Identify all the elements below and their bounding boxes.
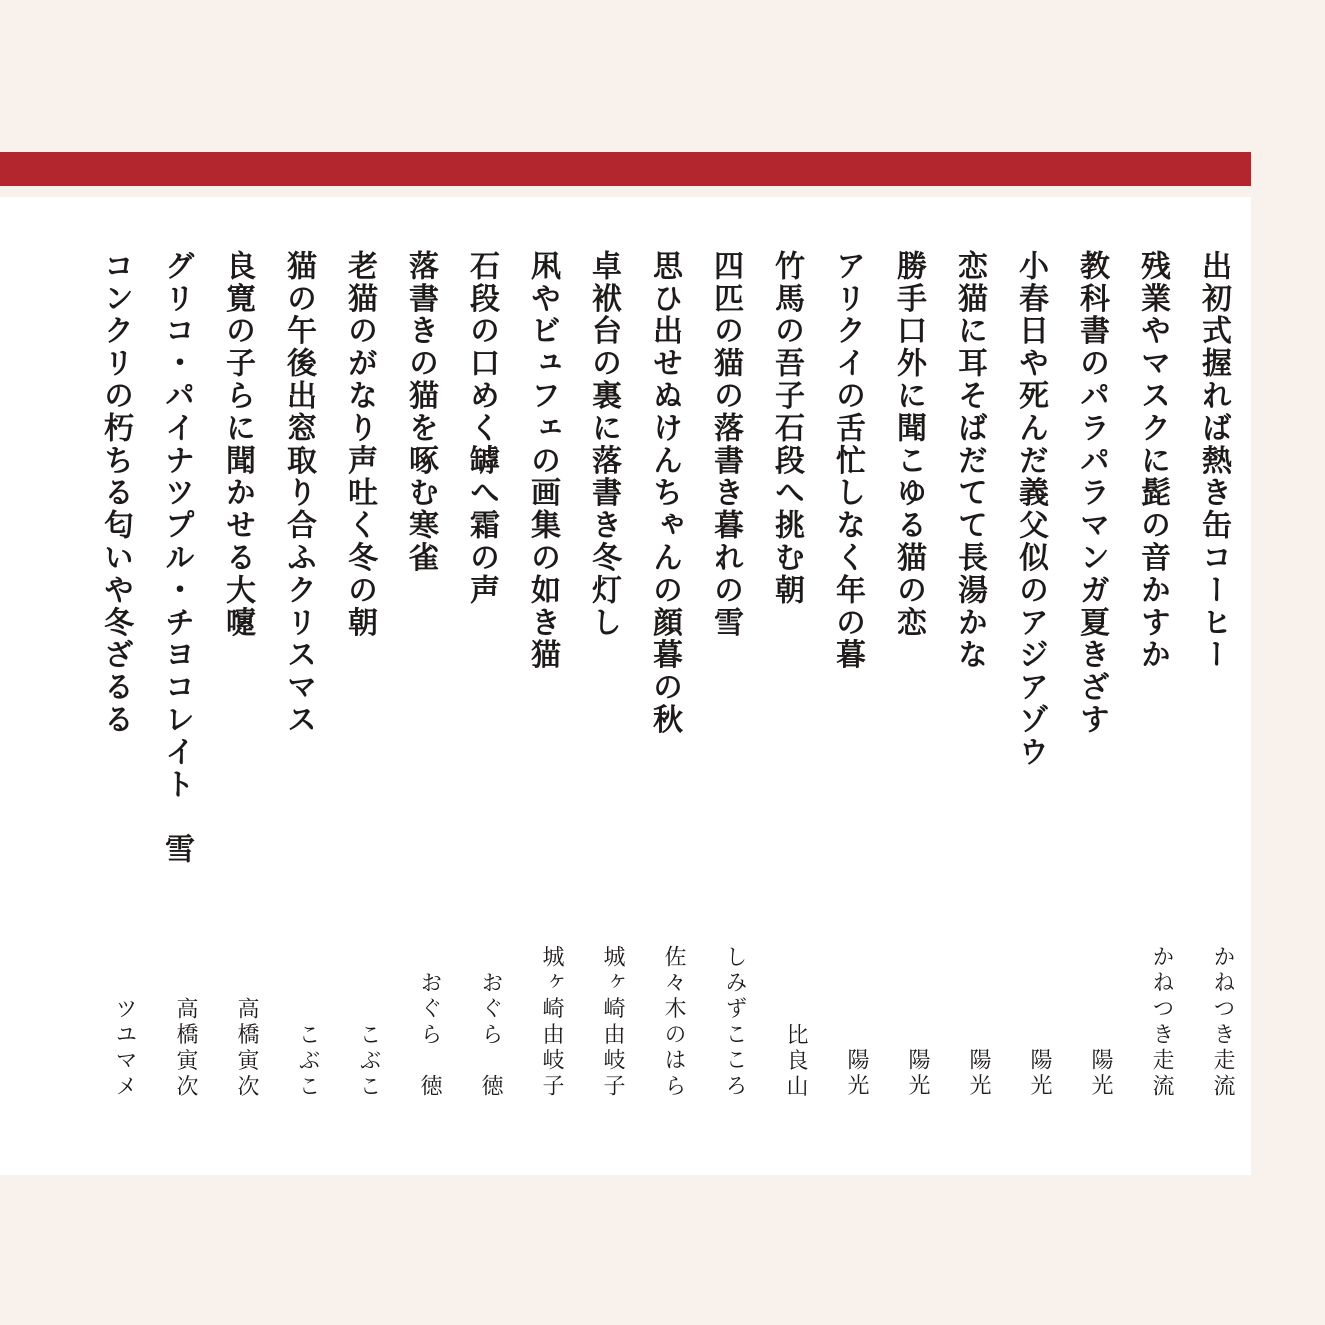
haiku-poem: 思ひ出せぬけんちゃんの顔暮の秋	[647, 250, 682, 736]
haiku-author: こぶこ	[356, 1022, 381, 1100]
haiku-author: 比良山	[783, 1022, 808, 1100]
haiku-poem: 凩やビュフェの画集の如き猫	[525, 250, 560, 672]
haiku-poem: 良寛の子らに聞かせる大嚔	[220, 250, 255, 639]
haiku-author: 陽光	[966, 1048, 991, 1100]
haiku-poem: 老猫のがなり声吐く冬の朝	[342, 250, 377, 639]
haiku-poem: 出初式握れば熱き缶コーヒー	[1196, 250, 1231, 672]
haiku-author: こぶこ	[295, 1022, 320, 1100]
haiku-author: 高橋寅次	[173, 996, 198, 1100]
red-accent-bar	[0, 152, 1251, 186]
haiku-author: 城ヶ崎由岐子	[539, 945, 564, 1100]
haiku-poem: アリクイの舌忙しなく年の暮	[830, 250, 865, 672]
haiku-author: 高橋寅次	[234, 996, 259, 1100]
haiku-author: 陽光	[905, 1048, 930, 1100]
haiku-author: ツユマメ	[112, 996, 137, 1100]
haiku-poem: 竹馬の吾子石段へ挑む朝	[769, 250, 804, 607]
haiku-poem: 残業やマスクに髭の音かすか	[1135, 250, 1170, 672]
haiku-poem: コンクリの朽ちる匂いや冬ざるる	[98, 250, 133, 736]
haiku-poem: 石段の口めく罅へ霜の声	[464, 250, 499, 607]
haiku-poem: グリコ・パイナツプル・チヨコレイト 雪	[159, 250, 194, 866]
haiku-author: おぐら 徳	[417, 971, 442, 1100]
haiku-author: しみずこころ	[722, 945, 747, 1100]
haiku-author: 陽光	[1027, 1048, 1052, 1100]
haiku-author: 佐々木のはら	[661, 945, 686, 1100]
haiku-author: 城ヶ崎由岐子	[600, 945, 625, 1100]
haiku-poem: 小春日や死んだ義父似のアジアゾウ	[1013, 250, 1048, 769]
haiku-poem: 教科書のパラパラマンガ夏きざす	[1074, 250, 1109, 736]
haiku-poem: 猫の午後出窓取り合ふクリスマス	[281, 250, 316, 736]
haiku-author: かねつき走流	[1210, 945, 1235, 1100]
haiku-author: 陽光	[844, 1048, 869, 1100]
haiku-poem: 四匹の猫の落書き暮れの雪	[708, 250, 743, 639]
haiku-author: おぐら 徳	[478, 971, 503, 1100]
haiku-poem: 卓袱台の裏に落書き冬灯し	[586, 250, 621, 639]
haiku-author: かねつき走流	[1149, 945, 1174, 1100]
haiku-author: 陽光	[1088, 1048, 1113, 1100]
haiku-poem: 勝手口外に聞こゆる猫の恋	[891, 250, 926, 639]
haiku-poem: 落書きの猫を啄む寒雀	[403, 250, 438, 574]
haiku-poem: 恋猫に耳そばだてて長湯かな	[952, 250, 987, 672]
